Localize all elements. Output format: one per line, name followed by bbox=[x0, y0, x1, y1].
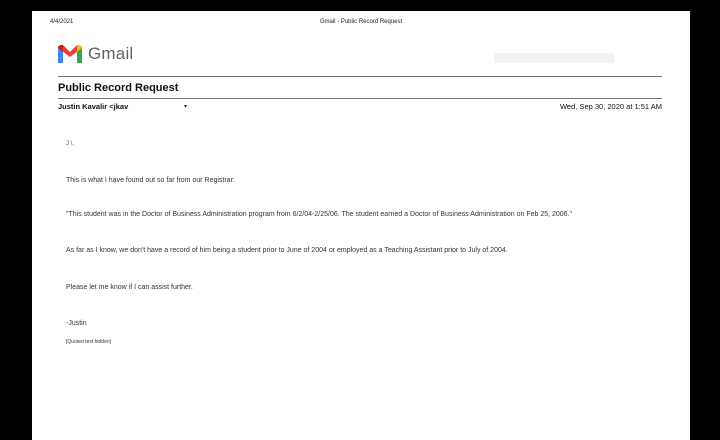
email-sender: Justin Kavalir <jkav bbox=[58, 102, 129, 111]
email-body-line: Please let me know if I can assist further. bbox=[66, 284, 193, 291]
email-body-line: "This student was in the Doctor of Business Administration program from 6/2/04-2/25/06. The student earned a Doctor of Business Administration on Feb 25, 2006." bbox=[66, 211, 573, 218]
gmail-logo bbox=[58, 44, 133, 64]
print-date: 4/4/2021 bbox=[50, 19, 74, 25]
redaction-mark: ▾ bbox=[184, 104, 188, 110]
printed-page bbox=[32, 11, 690, 440]
email-subject: Public Record Request bbox=[58, 82, 179, 94]
email-signature: -Justin bbox=[66, 320, 87, 327]
subject-divider bbox=[58, 98, 662, 99]
email-body-line: As far as I know, we don't have a record of him being a student prior to June of 2004 or employed as a Teaching Assistant prior to July of 2004. bbox=[66, 247, 508, 254]
header-divider bbox=[58, 76, 662, 77]
email-greeting: J \, bbox=[66, 141, 75, 147]
print-title: Gmail - Public Record Request bbox=[319, 19, 403, 25]
gmail-m-icon bbox=[58, 45, 82, 63]
gmail-wordmark: Gmail bbox=[88, 44, 134, 63]
quoted-text-toggle[interactable]: [Quoted text hidden] bbox=[66, 339, 112, 345]
email-body-line: This is what I have found out so far from our Registrar: bbox=[66, 177, 235, 184]
email-date: Wed, Sep 30, 2020 at 1:51 AM bbox=[559, 102, 662, 111]
redacted-account bbox=[494, 53, 614, 63]
